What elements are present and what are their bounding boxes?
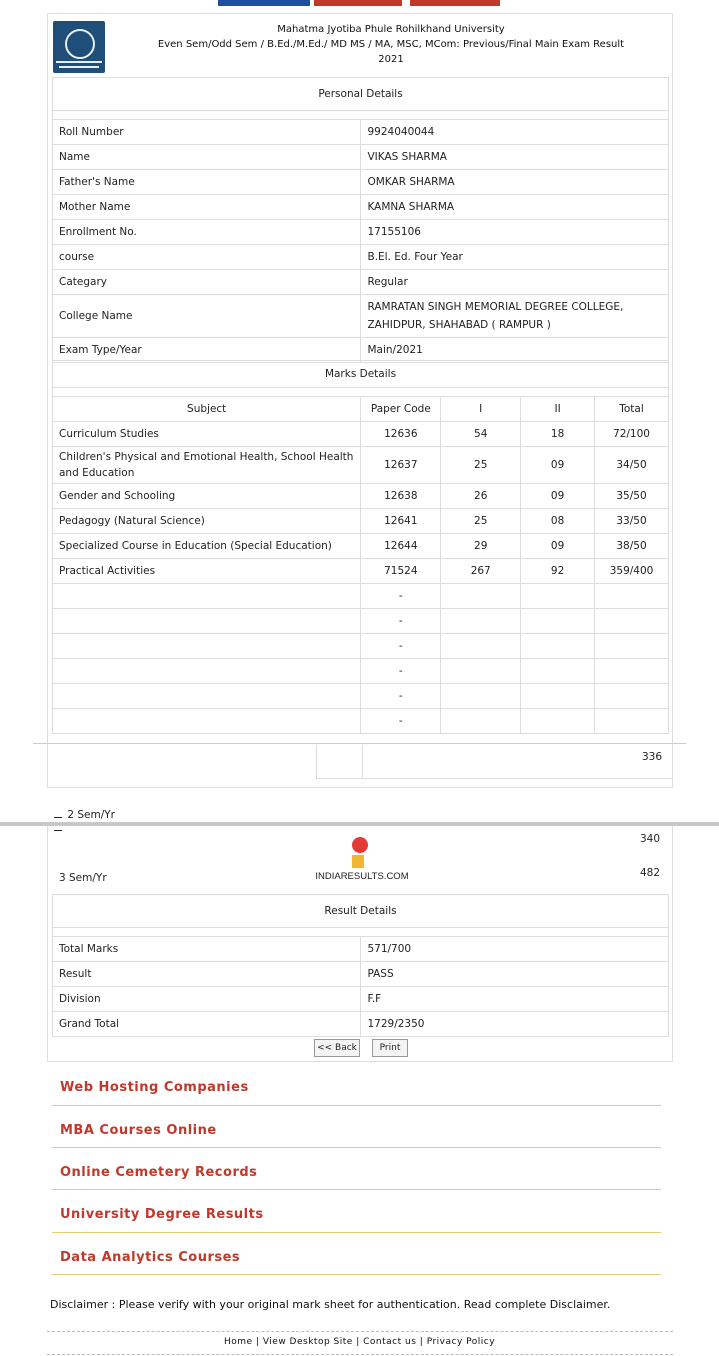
- detail-row: [53, 245, 669, 270]
- banner-segment-phone[interactable]: [218, 0, 310, 6]
- total-cell: 72/100: [595, 422, 669, 447]
- personal-details-title: Personal Details: [53, 78, 669, 111]
- subject-cell: [53, 684, 361, 709]
- detail-label: course: [53, 245, 361, 270]
- subject-cell: Curriculum Studies: [53, 422, 361, 447]
- table-row-empty: [53, 634, 669, 659]
- detail-row: [53, 145, 669, 170]
- paper-code-cell: -: [361, 684, 441, 709]
- subject-cell: Children's Physical and Emotional Health, School Health and Education: [53, 447, 361, 484]
- paper-code-cell: -: [361, 659, 441, 684]
- detail-label: Result: [53, 962, 361, 987]
- table-row: [53, 422, 669, 447]
- detail-row: [53, 987, 669, 1012]
- section-header-row: [53, 361, 669, 388]
- emblem-icon: [65, 29, 95, 59]
- total-cell: [595, 659, 669, 684]
- col-header-total: Total: [595, 397, 669, 422]
- paper-code-cell: -: [361, 709, 441, 734]
- marks-ii-cell: [521, 659, 595, 684]
- table-row: [53, 534, 669, 559]
- marks-i-cell: [441, 584, 521, 609]
- total-cell: 34/50: [595, 447, 669, 484]
- footer-separator: |: [356, 1337, 360, 1347]
- detail-value: B.El. Ed. Four Year: [361, 245, 669, 270]
- print-button[interactable]: Print: [372, 1039, 408, 1057]
- subject-cell: Specialized Course in Education (Special Education): [53, 534, 361, 559]
- personal-details-table: [52, 77, 669, 363]
- marks-ii-cell: 09: [521, 484, 595, 509]
- detail-value: 9924040044: [361, 120, 669, 145]
- spacer-row: [53, 388, 669, 397]
- divider: [52, 1232, 661, 1233]
- marks-i-cell: [441, 709, 521, 734]
- detail-label: Grand Total: [53, 1012, 361, 1037]
- sem1-total-box: [316, 745, 673, 779]
- ad-link-cemetery-records[interactable]: Online Cemetery Records: [60, 1165, 258, 1180]
- detail-row: [53, 270, 669, 295]
- indiaresults-watermark: [312, 836, 412, 886]
- detail-row: [53, 170, 669, 195]
- section-header-row: [53, 78, 669, 111]
- detail-value: KAMNA SHARMA: [361, 195, 669, 220]
- table-row-empty: [53, 659, 669, 684]
- marks-ii-cell: 09: [521, 447, 595, 484]
- sem1-total-value: 336: [641, 751, 662, 763]
- ad-link-degree-results[interactable]: University Degree Results: [60, 1207, 264, 1222]
- marks-ii-cell: [521, 684, 595, 709]
- detail-value: PASS: [361, 962, 669, 987]
- detail-value: 1729/2350: [361, 1012, 669, 1037]
- detail-label: Exam Type/Year: [53, 338, 361, 363]
- detail-value: Main/2021: [361, 338, 669, 363]
- subject-cell: [53, 659, 361, 684]
- subject-cell: [53, 709, 361, 734]
- detail-label: Division: [53, 987, 361, 1012]
- marks-ii-cell: [521, 709, 595, 734]
- marks-header-row: [53, 397, 669, 422]
- divider: [52, 1105, 661, 1106]
- detail-row: [53, 962, 669, 987]
- total-cell: 33/50: [595, 509, 669, 534]
- detail-label: Categary: [53, 270, 361, 295]
- total-cell: [595, 609, 669, 634]
- footer-separator: |: [255, 1337, 260, 1347]
- detail-value: RAMRATAN SINGH MEMORIAL DEGREE COLLEGE, ZAHIDPUR, SHAHABAD ( RAMPUR ): [361, 295, 669, 338]
- detail-row: [53, 1012, 669, 1037]
- footer-link-privacy[interactable]: Privacy Policy: [426, 1337, 496, 1347]
- logo-caption-line: [59, 66, 99, 68]
- paper-code-cell: 12641: [361, 509, 441, 534]
- result-details-title: Result Details: [53, 895, 669, 928]
- marks-i-cell: [441, 684, 521, 709]
- banner-segment-call[interactable]: [410, 0, 500, 6]
- cell-divider: [362, 745, 363, 779]
- table-row: [53, 447, 669, 484]
- marks-ii-cell: 09: [521, 534, 595, 559]
- paper-code-cell: 12637: [361, 447, 441, 484]
- subject-cell: Practical Activities: [53, 559, 361, 584]
- table-row: [53, 484, 669, 509]
- watermark-text: INDIARESULTS.COM: [315, 871, 409, 882]
- table-row-empty: [53, 609, 669, 634]
- detail-value: OMKAR SHARMA: [361, 170, 669, 195]
- table-row-empty: [53, 684, 669, 709]
- footer-link-contact[interactable]: Contact us: [363, 1337, 417, 1347]
- marks-details-table: [52, 360, 669, 734]
- marks-i-cell: [441, 659, 521, 684]
- divider: [47, 1354, 673, 1355]
- paper-code-cell: -: [361, 584, 441, 609]
- total-cell: [595, 709, 669, 734]
- paper-code-cell: -: [361, 634, 441, 659]
- col-header-subject: Subject: [53, 397, 361, 422]
- university-logo: [53, 21, 105, 73]
- top-ad-banner[interactable]: [218, 0, 500, 6]
- footer-link-desktop[interactable]: View Desktop Site: [262, 1337, 353, 1347]
- table-row: [53, 559, 669, 584]
- spacer-row: [53, 928, 669, 937]
- ad-link-data-analytics[interactable]: Data Analytics Courses: [60, 1250, 241, 1265]
- detail-label: Mother Name: [53, 195, 361, 220]
- disclaimer-text: Disclaimer : Please verify with your original mark sheet for authentication. Read complete Disclaimer.: [50, 1298, 611, 1311]
- paper-code-cell: 12638: [361, 484, 441, 509]
- spacer-row: [53, 111, 669, 120]
- detail-label: Father's Name: [53, 170, 361, 195]
- table-row: [53, 509, 669, 534]
- subject-cell: [53, 584, 361, 609]
- exam-title: Even Sem/Odd Sem / B.Ed./M.Ed./ MD MS / MA, MSC, MCom: Previous/Final Main Exam Result: [157, 39, 625, 50]
- col-header-paper-code: Paper Code: [361, 397, 441, 422]
- detail-row: [53, 295, 669, 338]
- detail-label: Roll Number: [53, 120, 361, 145]
- divider: [47, 1331, 673, 1332]
- marks-ii-cell: [521, 584, 595, 609]
- detail-value: VIKAS SHARMA: [361, 145, 669, 170]
- exam-year: 2021: [378, 54, 404, 65]
- banner-segment-email[interactable]: [314, 0, 402, 6]
- watermark-person-icon: [312, 836, 412, 868]
- detail-row: [53, 120, 669, 145]
- ad-link-web-hosting[interactable]: Web Hosting Companies: [60, 1080, 249, 1095]
- detail-label: Enrollment No.: [53, 220, 361, 245]
- table-row-empty: [53, 584, 669, 609]
- marks-details-title: Marks Details: [53, 361, 669, 388]
- semester-row-label: [54, 808, 115, 822]
- table-row-empty: [53, 709, 669, 734]
- subject-cell: [53, 609, 361, 634]
- detail-value: Regular: [361, 270, 669, 295]
- detail-value: 571/700: [361, 937, 669, 962]
- marks-ii-cell: [521, 609, 595, 634]
- marks-i-cell: 267: [441, 559, 521, 584]
- col-header-ii: II: [521, 397, 595, 422]
- footer-separator: |: [419, 1337, 424, 1347]
- page-header: [110, 22, 672, 67]
- marks-ii-cell: 92: [521, 559, 595, 584]
- detail-label: College Name: [53, 295, 361, 338]
- university-name: Mahatma Jyotiba Phule Rohilkhand University: [277, 24, 505, 35]
- logo-caption-line: [56, 61, 102, 63]
- marks-ii-cell: 18: [521, 422, 595, 447]
- marks-i-cell: [441, 609, 521, 634]
- result-details-table: [52, 894, 669, 1037]
- total-cell: 359/400: [595, 559, 669, 584]
- marks-i-cell: [441, 634, 521, 659]
- detail-row: [53, 220, 669, 245]
- subject-cell: Pedagogy (Natural Science): [53, 509, 361, 534]
- marks-ii-cell: [521, 634, 595, 659]
- total-cell: 35/50: [595, 484, 669, 509]
- total-cell: [595, 684, 669, 709]
- subject-cell: [53, 634, 361, 659]
- col-header-i: I: [441, 397, 521, 422]
- marks-i-cell: 29: [441, 534, 521, 559]
- section-header-row: [53, 895, 669, 928]
- paper-code-cell: 71524: [361, 559, 441, 584]
- detail-row: [53, 195, 669, 220]
- paper-code-cell: -: [361, 609, 441, 634]
- detail-label: Total Marks: [53, 937, 361, 962]
- divider: [52, 1189, 661, 1190]
- total-cell: [595, 634, 669, 659]
- semester-label: 3 Sem/Yr: [59, 872, 107, 884]
- subject-cell: Gender and Schooling: [53, 484, 361, 509]
- detail-row: [53, 937, 669, 962]
- divider: [52, 1147, 661, 1148]
- total-cell: 38/50: [595, 534, 669, 559]
- total-cell: [595, 584, 669, 609]
- footer-links: [0, 1337, 719, 1347]
- detail-row: [53, 338, 669, 363]
- marks-ii-cell: 08: [521, 509, 595, 534]
- marks-i-cell: 25: [441, 447, 521, 484]
- back-button[interactable]: << Back: [314, 1039, 360, 1057]
- marks-i-cell: 54: [441, 422, 521, 447]
- detail-value: F.F: [361, 987, 669, 1012]
- marks-i-cell: 26: [441, 484, 521, 509]
- divider: [33, 743, 686, 744]
- menu-lines-icon: [54, 817, 62, 831]
- ad-link-mba-courses[interactable]: MBA Courses Online: [60, 1123, 217, 1138]
- semester-label: 2 Sem/Yr: [67, 809, 115, 821]
- paper-code-cell: 12644: [361, 534, 441, 559]
- detail-value: 17155106: [361, 220, 669, 245]
- semester-value: 340: [640, 833, 661, 845]
- detail-label: Name: [53, 145, 361, 170]
- footer-link-home[interactable]: Home: [223, 1337, 253, 1347]
- divider: [52, 1274, 661, 1275]
- semester-value: 482: [640, 867, 661, 879]
- paper-code-cell: 12636: [361, 422, 441, 447]
- marks-i-cell: 25: [441, 509, 521, 534]
